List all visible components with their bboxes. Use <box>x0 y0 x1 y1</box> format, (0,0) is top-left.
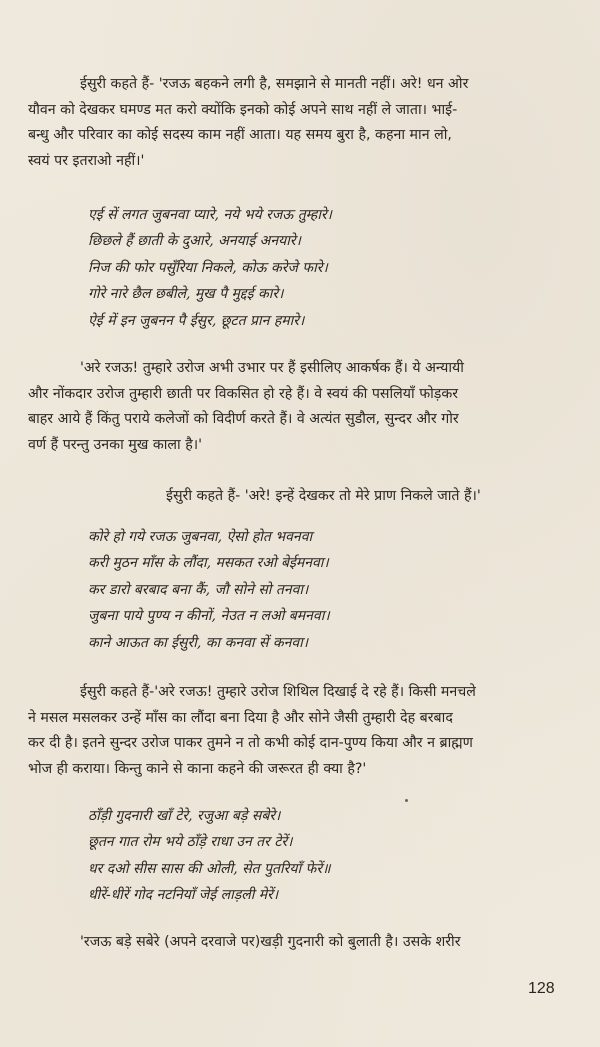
verse-1 <box>88 202 568 334</box>
text-line: ईसुरी कहते हैं-'अरे रजऊ! तुम्हारे उरोज शिथिल दिखाई दे रहे हैं। किसी मनचले <box>80 684 476 700</box>
ink-speck <box>405 799 408 802</box>
verse-line: छूतन गात रोम भये ठाँड़े राधा उन तर टेरें। <box>88 834 293 851</box>
text-line: ने मसल मसलकर उन्हें माँस का लौंदा बना दिया है और सोने जैसी तुम्हारी देह बरबाद <box>28 709 453 726</box>
paragraph-3 <box>28 680 576 782</box>
page-number: 128 <box>528 980 555 997</box>
paragraph-4 <box>28 930 576 956</box>
verse-line: कोरे हो गये रजऊ जुबनवा, ऐसो होत भवनवा <box>88 529 313 545</box>
verse-2 <box>88 524 568 656</box>
verse-line: जुबना पाये पुण्य न कीनों, नेउत न लओ बमनवा। <box>88 608 330 625</box>
text-line: भोज ही कराया। किन्तु काने से काना कहने की जरूरत ही क्या है?' <box>28 760 367 777</box>
verse-line: काने आऊत का ईसुरी, का कनवा सें कनवा। <box>88 634 309 651</box>
text-line: वर्ण हैं परन्तु उनका मुख काला है।' <box>28 436 203 453</box>
paragraph-1 <box>28 72 576 174</box>
text-line: स्वयं पर इतराओ नहीं।' <box>28 152 145 169</box>
quote-line: ईसुरी कहते हैं- 'अरे! इन्हें देखकर तो मेरे प्राण निकले जाते हैं।' <box>166 488 481 504</box>
text-line: बाहर आये हैं किंतु पराये कलेजों को विदीर्ण करते हैं। वे अत्यंत सुडौल, सुन्दर और गोर <box>28 411 459 427</box>
verse-line: ऐई में इन जुबनन पै ईसुर, छूटत प्रान हमारे। <box>88 312 305 329</box>
verse-line: धर दओ सीस सास की ओली, सेत पुतरियाँ फेरें॥ <box>88 860 331 877</box>
verse-line: गोरे नारे छैल छबीले, मुख पै मुद्दई कारे। <box>88 286 284 303</box>
text-line: कर दी है। इतने सुन्दर उरोज पाकर तुमने न तो कभी कोई दान-पुण्य किया और न ब्राह्मण <box>28 735 473 751</box>
text-line: ईसुरी कहते हैं- 'रजऊ बहकने लगी है, समझाने से मानती नहीं। अरे! धन ओर <box>80 76 469 92</box>
verse-line: छिछले हैं छाती के दुआरे, अनयाई अनयारे। <box>88 233 301 250</box>
verse-3 <box>88 803 568 909</box>
verse-line: निज की फोर पसुँरिया निकले, कोऊ करेजे फारे। <box>88 259 328 276</box>
verse-line: कर डारो बरबाद बना कैं, जौ सोने सो तनवा। <box>88 581 309 598</box>
verse-line: धीरें-धीरें गोद नटनियाँ जेई लाड़ली मेरें। <box>88 887 279 904</box>
verse-line: करी मुठन माँस के लौंदा, मसकत रओ बेईमनवा। <box>88 555 329 572</box>
text-line: 'अरे रजऊ! तुम्हारे उरोज अभी उभार पर हैं इसीलिए आकर्षक हैं। ये अन्यायी <box>80 360 464 376</box>
text-line: 'रजऊ बड़े सबेरे (अपने दरवाजे पर)खड़ी गुदनारी को बुलाती है। उसके शरीर <box>80 934 461 950</box>
text-line: बन्धु और परिवार का कोई सदस्य काम नहीं आता। यह समय बुरा है, कहना मान लो, <box>28 127 452 143</box>
verse-line: ठाँड़ी गुदनारी खाँ टेरे, रजुआ बड़े सबेरे। <box>88 808 281 824</box>
paragraph-2 <box>28 356 576 458</box>
text-line: यौवन को देखकर घमण्ड मत करो क्योंकि इनको कोई अपने साथ नहीं ले जाता। भाई- <box>28 101 458 118</box>
text-line: और नोंकदार उरोज तुम्हारी छाती पर विकसित हो रहे हैं। वे स्वयं की पसलियाँ फोड़कर <box>28 385 459 402</box>
verse-line: एई सें लगत जुबनवा प्यारे, नये भये रजऊ तुम्हारे। <box>88 207 332 223</box>
